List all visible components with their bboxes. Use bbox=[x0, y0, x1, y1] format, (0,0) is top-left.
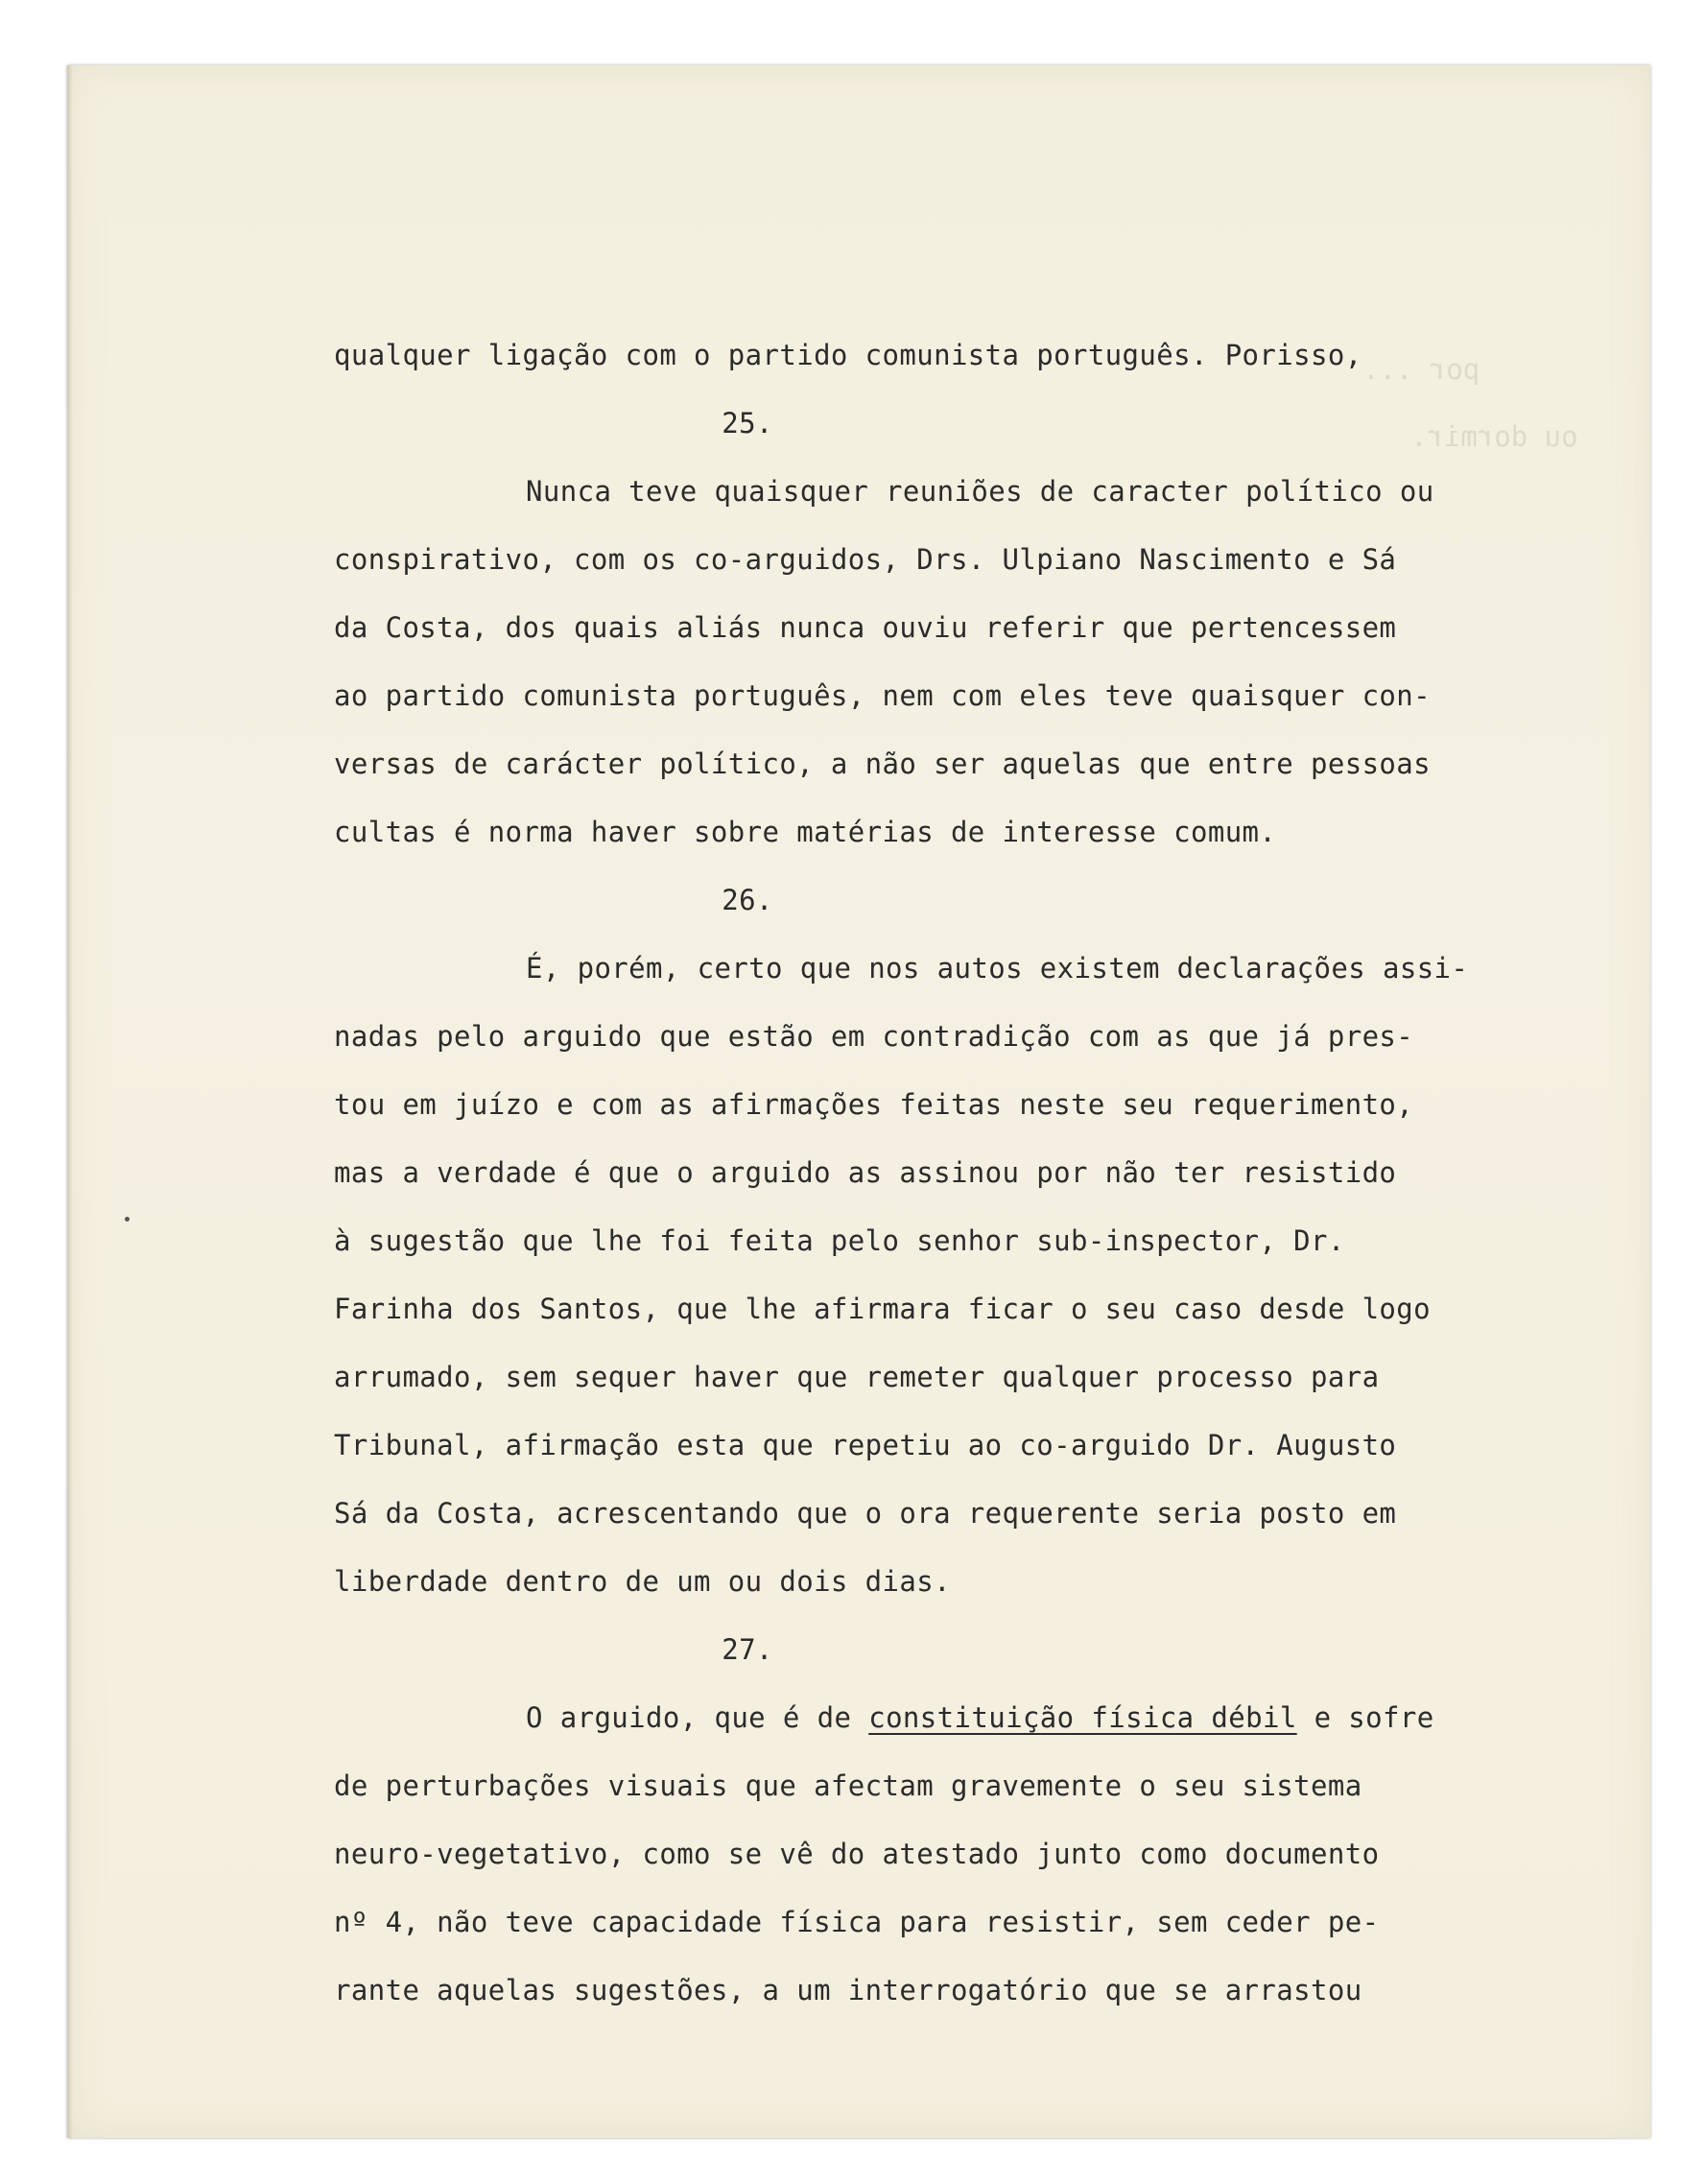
text-line: conspirativo, com os co-arguidos, Drs. Ulpiano Nascimento e Sá bbox=[334, 543, 1397, 576]
text-line: ao partido comunista português, nem com eles teve quaisquer con- bbox=[334, 679, 1432, 712]
underlined-phrase: constituição física débil bbox=[868, 1701, 1297, 1734]
paragraph-number: 27. bbox=[722, 1633, 773, 1666]
text-line: qualquer ligação com o partido comunista português. Porisso, bbox=[334, 339, 1362, 371]
paragraph-number: 26. bbox=[722, 884, 773, 916]
text-segment: e sofre bbox=[1296, 1701, 1434, 1734]
text-line: tou em juízo e com as afirmações feitas neste seu requerimento, bbox=[334, 1088, 1414, 1121]
text-line: liberdade dentro de um ou dois dias. bbox=[334, 1565, 951, 1598]
text-line: Nunca teve quaisquer reuniões de caracter político ou bbox=[526, 475, 1434, 508]
text-line: rante aquelas sugestões, a um interrogatório que se arrastou bbox=[334, 1974, 1362, 2006]
text-line: versas de carácter político, a não ser aquelas que entre pessoas bbox=[334, 748, 1432, 780]
text-line: Sá da Costa, acrescentando que o ora requerente seria posto em bbox=[334, 1497, 1397, 1530]
text-line: Tribunal, afirmação esta que repetiu ao co-arguido Dr. Augusto bbox=[334, 1429, 1397, 1461]
text-line: mas a verdade é que o arguido as assinou por não ter resistido bbox=[334, 1156, 1397, 1189]
bleed-through-decoration: ou dormir. bbox=[1410, 420, 1578, 453]
paper-edge bbox=[67, 65, 73, 2138]
ink-speck bbox=[125, 1217, 130, 1222]
typed-text-block bbox=[334, 321, 1581, 2025]
text-line: cultas é norma haver sobre matérias de interesse comum. bbox=[334, 816, 1277, 848]
paragraph-number: 25. bbox=[722, 407, 773, 439]
text-line: à sugestão que lhe foi feita pelo senhor sub-inspector, Dr. bbox=[334, 1224, 1345, 1257]
text-line: de perturbações visuais que afectam gravemente o seu sistema bbox=[334, 1769, 1362, 1802]
text-line: da Costa, dos quais aliás nunca ouviu referir que pertencessem bbox=[334, 611, 1397, 644]
text-line: arrumado, sem sequer haver que remeter qualquer processo para bbox=[334, 1361, 1380, 1393]
text-line: nº 4, não teve capacidade física para resistir, sem ceder pe- bbox=[334, 1906, 1380, 1938]
text-line-with-underline bbox=[334, 1684, 1581, 1752]
text-line: É, porém, certo que nos autos existem declarações assi- bbox=[526, 952, 1469, 985]
bleed-through-decoration: por ... bbox=[1362, 353, 1480, 386]
text-line: nadas pelo arguido que estão em contradição com as que já pres- bbox=[334, 1020, 1414, 1053]
text-line: Farinha dos Santos, que lhe afirmara ficar o seu caso desde logo bbox=[334, 1293, 1432, 1325]
text-line: neuro-vegetativo, como se vê do atestado junto como documento bbox=[334, 1838, 1380, 1870]
text-segment: O arguido, que é de bbox=[526, 1701, 869, 1734]
